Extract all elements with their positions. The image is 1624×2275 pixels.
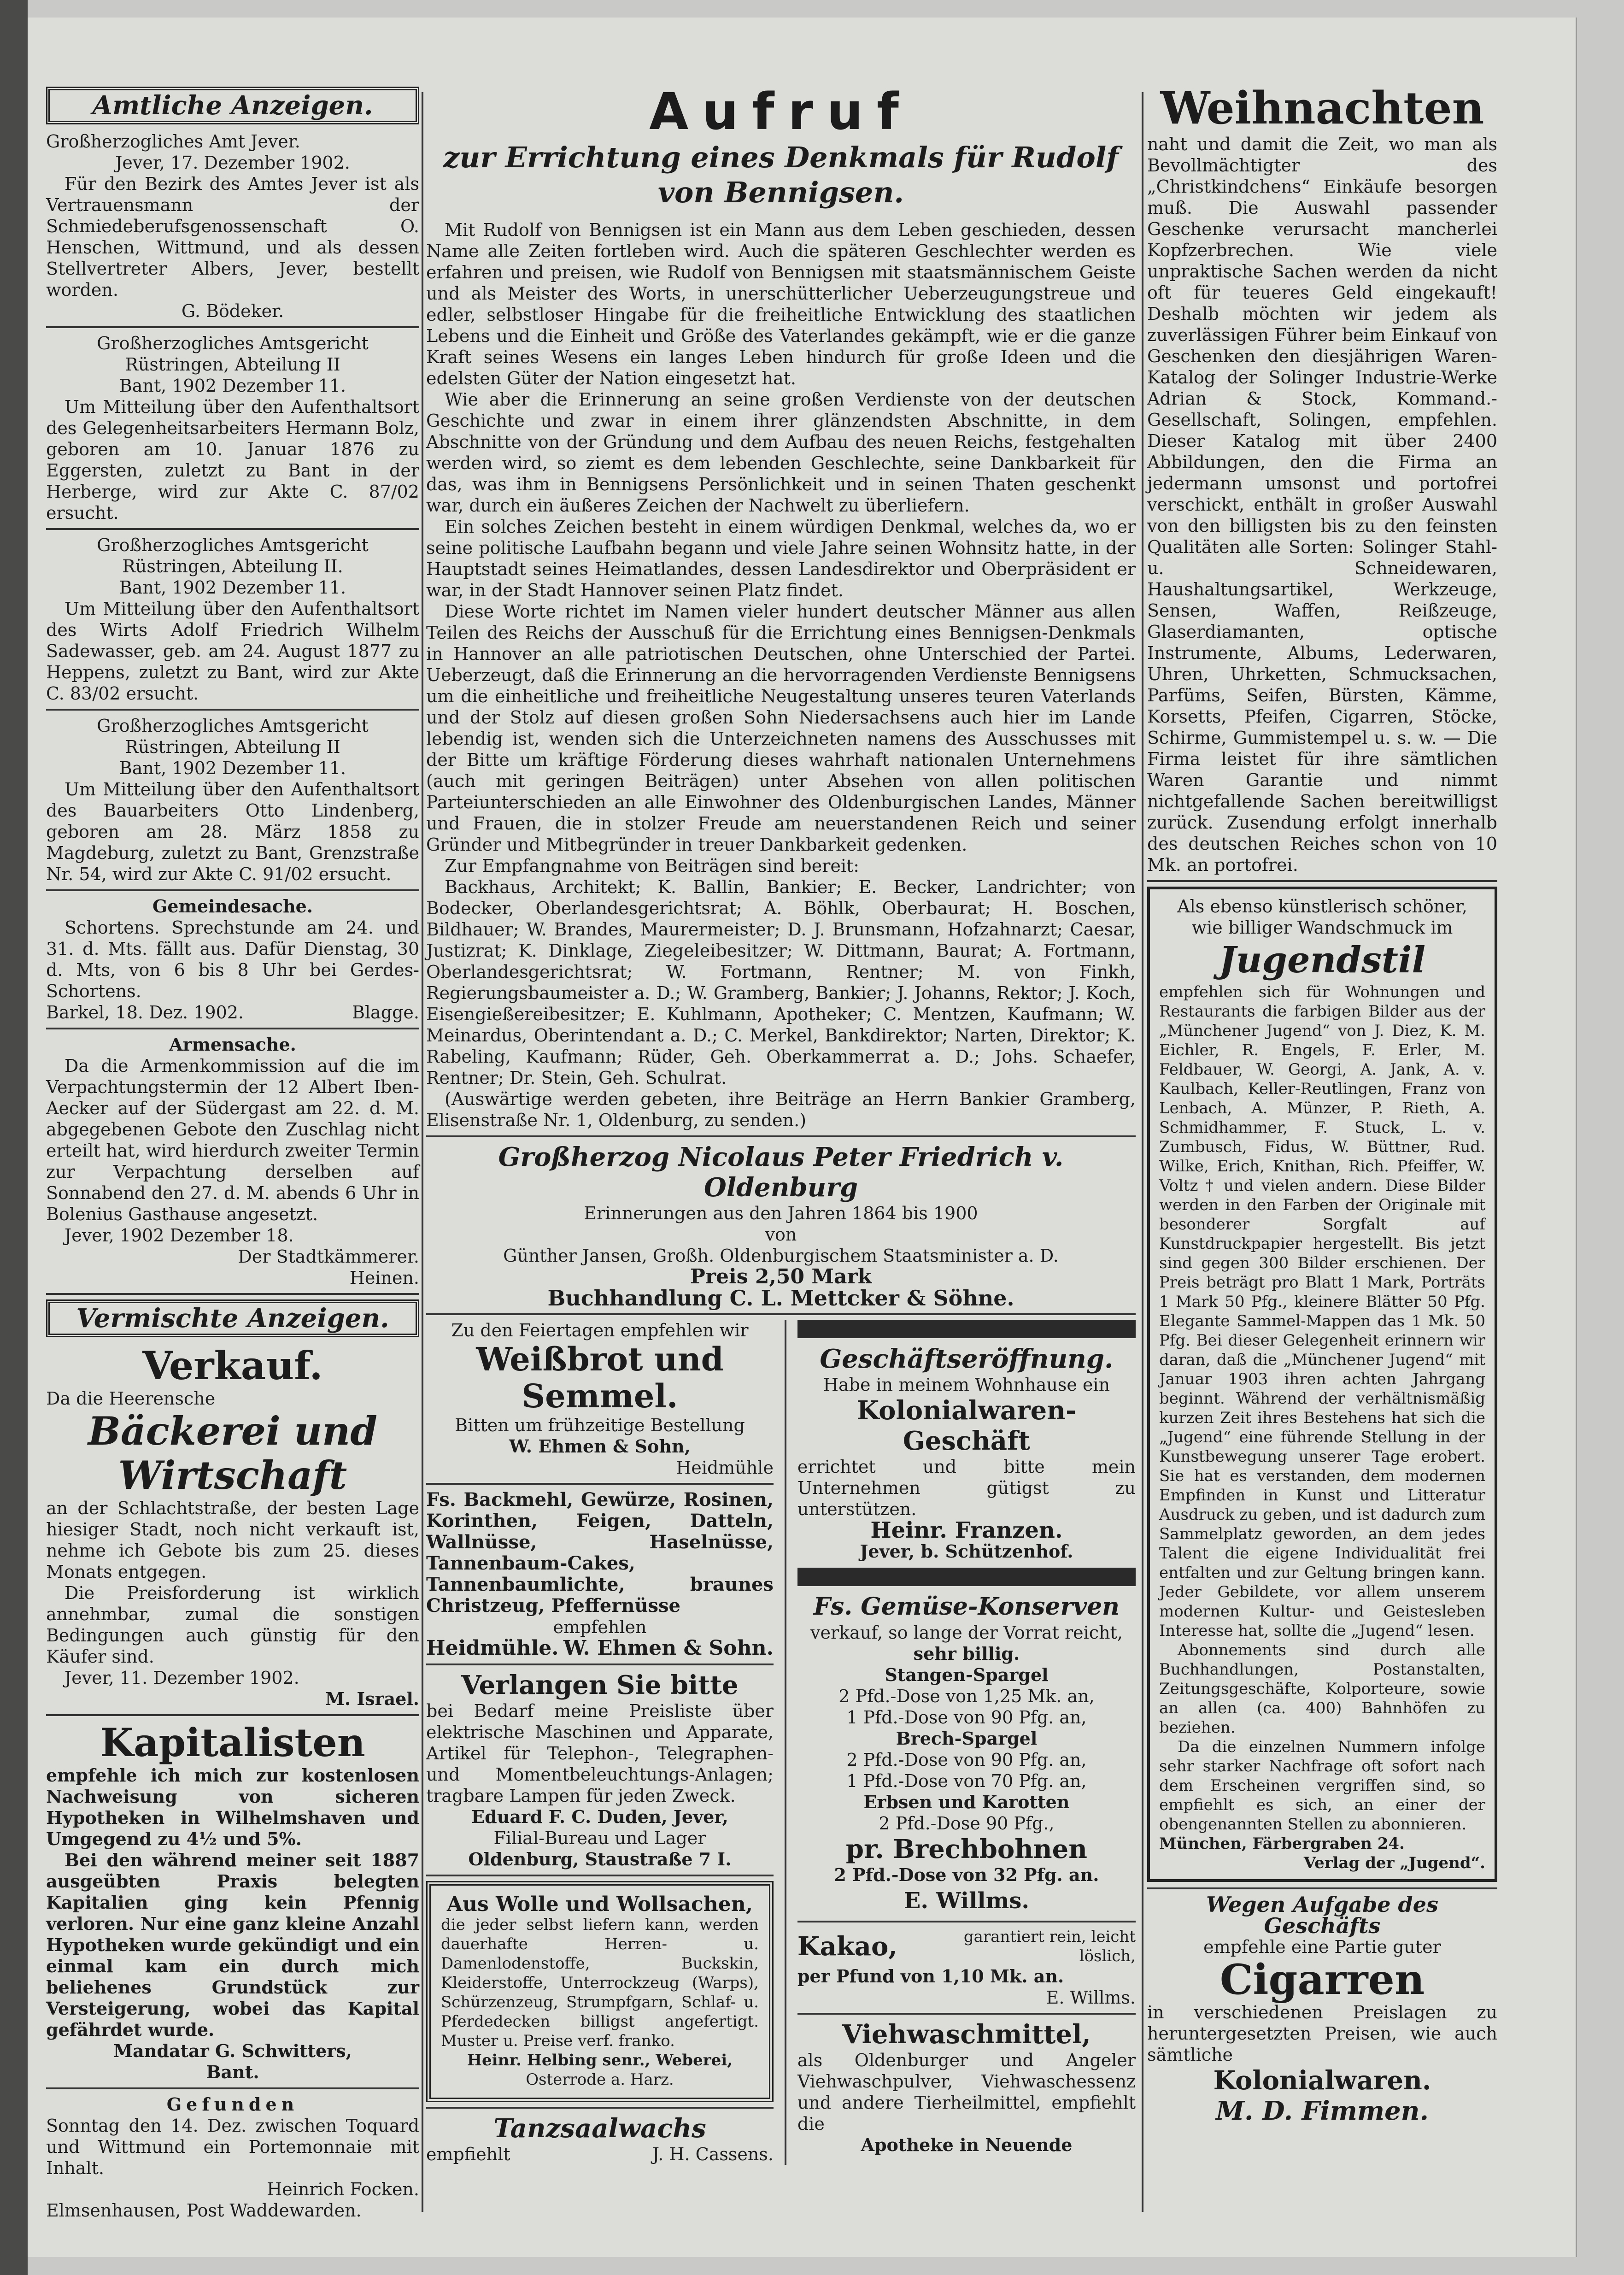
section-header-amtlich: Amtliche Anzeigen. bbox=[46, 87, 419, 124]
notice-amtsgericht-3: Großherzogliches Amtsgericht Rüstringen, Abteilung II Bant, 1902 Dezember 11. Um Mitteilung über den Aufenthaltsort des Bauarbeiters Otto Lindenberg, geboren am 28. März 1858 zu Magdeburg, zuletzt zu Bant, Grenzstraße Nr. 54, wird zur Akte C. 91/02 ersucht. bbox=[46, 716, 419, 884]
binding-edge bbox=[0, 0, 28, 2275]
weihnachten-title: Weihnachten bbox=[1160, 82, 1484, 134]
ad-backmehl: Fs. Backmehl, Gewürze, Rosinen, Korinthen, Feigen, Datteln, Wallnüsse, Haselnüsse, Tannenbaum-Cakes, Tannenbaumlichte, braunes Christzeug, Pfeffernüsse empfehlen Heidmühle. W. Ehmen & Sohn. bbox=[426, 1489, 774, 1660]
column-rule-left bbox=[422, 92, 423, 2212]
notice-amt-jever: Großherzogliches Amt Jever. Jever, 17. Dezember 1902. Für den Bezirk des Amtes Jever ist als Vertrauensmann der Schmiedeberufsgenossenschaft O. Henschen, Wittmund, und als dessen Stellvertreter Albers, Jever, bestellt worden. G. Bödeker. bbox=[46, 131, 419, 321]
ad-kakao: Kakao, garantiert rein, leicht löslich, per Pfund von 1,10 Mk. an. E. Willms. bbox=[797, 1928, 1136, 2008]
ad-wolle: Aus Wolle und Wollsachen, die jeder selbst liefern kann, werden dauerhafte Herren- u. Damenlodenstoffe, Buckskin, Kleiderstoffe, Unterrockzeug (Warps), Schürzenzeug, Strumpfgarn, Schlaf- u. Pferdedecken billigst angefertigt. Muster u. Preise verf. franko. Heinr. Helbing senr., Weberei, Osterrode a. Harz. bbox=[426, 1881, 774, 2102]
ad-verkauf: Verkauf. Da die Heerensche Bäckerei und Wirtschaft an der Schlachtstraße, der besten Lage hiesiger Stadt, noch nicht verkauft ist, nehme ich Gebote bis zum 25. dieses Monats entgegen. Die Preisforderung ist wirklich annehmbar, zumal die sonstigen Bedingungen auch günstig für den Käufer sind. Jever, 11. Dezember 1902. M. Israel. bbox=[46, 1343, 419, 1709]
notice-gemeindesache: Gemeindesache. Schortens. Sprechstunde am 24. und 31. d. Mts. fällt aus. Dafür Dienstag, 30 d. Mts, von 6 bis 8 Uhr bei Gerdes-Schortens. Barkel, 18. Dez. 1902. Blagge. bbox=[46, 896, 419, 1023]
ad-cigarren: Wegen Aufgabe des Geschäfts empfehle eine Partie guter Cigarren in verschiedenen Preislagen zu heruntergesetzten Preisen, wie auch sämtliche Kolonialwaren. M. D. Fimmen. bbox=[1147, 1892, 1497, 2126]
ad-gefunden: Gefunden Sonntag den 14. Dez. zwischen Toquard und Wittmund ein Portemonnaie mit Inhalt. Heinrich Focken. Elmsenhausen, Post Waddewarden. bbox=[46, 2094, 419, 2221]
black-rule bbox=[797, 1320, 1136, 1338]
ad-duden: Verlangen Sie bitte bei Bedarf meine Preisliste über elektrische Maschinen und Apparate, Artikel für Telephon-, Telegraphen- und Momentbeleuchtungs-Anlagen; tragbare Lampen für jeden Zweck. Eduard F. C. Duden, Jever, Filial-Bureau und Lager Oldenburg, Staustraße 7 I. bbox=[426, 1670, 774, 1869]
notice-armensache: Armensache. Da die Armenkommission auf die im Verpachtungstermin der 12 Albert Iben-Aecker auf der Südergast am 22. d. M. abgegebenen Gebote den Zuschlag nicht erteilt hat, wird hierdurch zweiter Termin zur Verpachtung derselben auf Sonnabend den 27. d. M. abends 6 Uhr in Bolenius Gasthause angesetzt. Jever, 1902 Dezember 18. Der Stadtkämmerer. Heinen. bbox=[46, 1034, 419, 1288]
aufruf-subtitle: zur Errichtung eines Denkmals für Rudolf von Bennigsen. bbox=[443, 141, 1119, 209]
weihnachten-text: naht und damit die Zeit, wo man als Bevollmächtigter des „Christkindchens“ Einkäufe besorgen muß. Die Auswahl passender Geschenke verursacht mancherlei Kopfzerbrechen. Wie viele unpraktische Sachen werden da nicht oft für teueres Geld eingekauft! Deshalb möchten wir jedem als zuverlässigen Führer beim Einkauf von Geschenken den diesjährigen Waren-Katalog der Solinger Industrie-Werke Adrian & Stock, Kommand.-Gesellschaft, Solingen, empfehlen. Dieser Katalog mit über 2400 Abbildungen, den die Firma an jedermann umsonst und portofrei verschickt, enthält in großer Auswahl von den billigsten bis zu den feinsten Qualitäten alle Sorten: Solinger Stahl- u. Schneidewaren, Haushaltungsartikel, Werkzeuge, Sensen, Waffen, Reißzeuge, Glaserdiamanten, optische Instrumente, Albums, Lederwaren, Uhren, Uhrketten, Schmucksachen, Parfüms, Seifen, Bürsten, Kämme, Korsetts, Pfeifen, Cigarren, Stöcke, Schirme, Gummistempel u. s. w. — Die Firma leistet für ihre sämtlichen Waren Garantie und nimmt nichtgefallende Sachen bereitwilligst zurück. Zusendung erfolgt innerhalb des deutschen Reiches schon von 10 Mk. an portofrei. bbox=[1147, 134, 1497, 875]
ad-viehwaschmittel: Viehwaschmittel, als Oldenburger und Angeler Viehwaschpulver, Viehwaschessenz und andere Tierheilmittel, empfiehlt die Apotheke in Neuende bbox=[797, 2019, 1136, 2155]
ad-weissbrot: Zu den Feiertagen empfehlen wir Weißbrot und Semmel. Bitten um frühzeitige Bestellung W. Ehmen & Sohn, Heidmühle bbox=[451, 1320, 774, 1478]
ad-book: Großherzog Nicolaus Peter Friedrich v. Oldenburg Erinnerungen aus den Jahren 1864 bis 1900 von Günther Jansen, Großh. Oldenburgischem Staatsminister a. D. Preis 2,50 Mark Buchhandlung C. L. Mettcker & Söhne. bbox=[498, 1142, 1064, 1311]
ad-jugendstil: Als ebenso künstlerisch schöner, wie billiger Wandschmuck im Jugendstil empfehlen sich für Wohnungen und Restaurants die farbigen Bilder aus der „Münchener Jugend“ von J. Diez, K. M. Eichler, R. Engels, F. Erler, M. Feldbauer, W. Georgi, A. Jank, A. v. Kaulbach, Keller-Reutlingen, Franz von Lenbach, A. Münzer, P. Rieth, A. Schmidhammer, F. Stuck, L. v. Zumbusch, Fidus, W. Büttner, Rud. Wilke, Erich, Knithan, Rich. Pfeiffer, W. Voltz † und vielen andern. Diese Bilder werden in den Farben der Originale mit besonderer Sorgfalt auf Kunstdruckpapier hergestellt. Bis jetzt sind gegen 300 Bilder erschienen. Der Preis beträgt pro Blatt 1 Mark, Porträts 1 Mark 50 Pfg., kleinere Blätter 50 Pfg. Elegante Sammel-Mappen das 1 Mk. 50 Pfg. Bei dieser Gelegenheit erinnern wir daran, daß die „Münchener Jugend“ mit Januar 1903 ihren achten Jahrgang beginnt. Während der verhältnismäßig kurzen Zeit ihres Bestehens hat sich die „Jugend“ eine führende Stellung in der Kunstbewegung unserer Tage erobert. Sie hat es verstanden, dem modernen Empfinden in Kunst und Litteratur Ausdruck zu geben, und ist dadurch zum Sammelplatz geworden, an dem jedes Talent die eigene Individualität frei entfalten und zur Geltung bringen kann. Jeder Gebildete, vor allem unserem modernen Kultur- und Geistesleben Interesse hat, sollte die „Jugend“ lesen. Abonnements sind durch alle Buchhandlungen, Postanstalten, Zeitungsgeschäfte, Kolporteure, sowie an allen (ca. 400) Bahnhöfen zu beziehen. Da die einzelnen Nummern infolge sehr starker Nachfrage oft sofort nach dem Erscheinen vergriffen sind, so empfiehlt es sich, an einer der obengenannten Stellen zu abonnieren. München, Färbergraben 24. Verlag der „Jugend“. bbox=[1147, 887, 1497, 1882]
column-rule-right bbox=[1142, 92, 1143, 2212]
notice-amtsgericht-2: Großherzogliches Amtsgericht Rüstringen, Abteilung II. Bant, 1902 Dezember 11. Um Mitteilung über den Aufenthaltsort des Wirts Adolf Friedrich Wilhelm Sadewasser, geb. am 24. August 1877 zu Heppens, zuletzt zu Bant, wird zur Akte C. 83/02 ersucht. bbox=[46, 535, 419, 704]
notice-amtsgericht-1: Großherzogliches Amtsgericht Rüstringen, Abteilung II Bant, 1902 Dezember 11. Um Mitteilung über den Aufenthaltsort des Gelegenheitsarbeiters Hermann Bolz, geboren am 10. Januar 1876 zu Eggersten, zuletzt zu Bant in der Herberge, wird zur Akte C. 87/02 ersucht. bbox=[46, 333, 419, 523]
ad-kapitalisten: Kapitalisten empfehle ich mich zur kostenlosen Nachweisung von sicheren Hypotheken in Wilhelmshaven und Umgegend zu 4½ und 5%. Bei den während meiner seit 1887 ausgeübten Praxis belegten Kapitalien ging kein Pfennig verloren. Nur eine ganz kleine Anzahl Hypotheken wurde gekündigt und ein einmal kam ein durch mich beliehenes Grundstück zur Versteigerung, wobei das Kapital gefährdet wurde. Mandatar G. Schwitters, Bant. bbox=[46, 1720, 419, 2082]
right-column bbox=[1147, 83, 1497, 2126]
ad-gemuese-konserven: Fs. Gemüse-Konserven verkauf, so lange der Vorrat reicht, sehr billig. Stangen-Spargel 2 Pfd.-Dose von 1,25 Mk. an, 1 Pfd.-Dose von 90 Pfg. an, Brech-Spargel 2 Pfd.-Dose von 90 Pfg. an, 1 Pfd.-Dose von 70 Pfg. an, Erbsen und Karotten 2 Pfd.-Dose 90 Pfg., pr. Brechbohnen 2 Pfd.-Dose von 32 Pfg. an. E. Willms. bbox=[810, 1593, 1123, 1914]
section-header-vermischt: Vermischte Anzeigen. bbox=[46, 1299, 419, 1337]
center-sub-left bbox=[426, 1320, 774, 2165]
ad-geschaeftseroeffnung: Geschäftseröffnung. Habe in meinem Wohnhause ein Kolonialwaren- Geschäft errichtet und bitte mein Unternehmen gütigst zu unterstützen. Heinr. Franzen. Jever, b. Schützenhof. bbox=[797, 1344, 1136, 1562]
ad-tanzsaalwachs: Tanzsaalwachs empfiehlt J. H. Cassens. bbox=[426, 2113, 774, 2164]
committee-names: Backhaus, Architekt; K. Ballin, Bankier; E. Becker, Landrichter; von Bodecker, Oberlandesgerichtsrat; A. Böhlk, Oberbaurat; H. Boschen, Bildhauer; W. Brandes, Maurermeister; D. J. Brunsmann, Hofzahnarzt; Caesar, Justizrat; K. Dinklage, Ziegeleibesitzer; W. Dittmann, Baurat; A. Fortmann, Oberlandesgerichtsrat; W. Fortmann, Rentner; M. von Finkh, Regierungsbaumeister a. D.; W. Gramberg, Bankier; J. Johanns, Rektor; J. Koch, Eisengießereibesitzer; E. Kuhlmann, Apotheker; C. Mentzen, Kaufmann; W. Meinardus, Oberintendant a. D.; C. Merkel, Bankdirektor; Narten, Direktor; K. Rabeling, Kaufmann; Rüder, Geh. Oberkammerrat a. D.; Johs. Schaefer, Rentner; Dr. Stein, Geh. Schulrat. bbox=[426, 877, 1136, 1088]
center-sub-right bbox=[797, 1320, 1136, 2165]
center-column: Aufruf zur Errichtung eines Denkmals für Rudolf von Bennigsen. Mit Rudolf von Bennigsen ist ein Mann aus dem Leben geschieden, dessen Name alle Zeiten fortleben wird. Auch die späteren Geschlechter werden es erfahren und preisen, wie Rudolf von Bennigsen mit staatsmännischem Geiste und als Meister des Worts, in unerschütterlicher Ueberzeugungstreue und edler, selbstloser Hingabe für die freiheitliche Entwicklung des staatlichen Lebens und die Einheit und Größe des Vaterlandes gekämpft, wie er die ganze Kraft seines Wesens ein langes Leben hindurch für große Ideen und die edelsten Güter der Nation eingesetzt hat. Wie aber die Erinnerung an seine großen Verdienste von der deutschen Geschichte und zwar in einem ihrer glänzendsten Abschnitte, in dem Abschnitte von der Gründung und dem Aufbau des neuen Reichs, festgehalten werden wird, so ziemt es dem lebenden Geschlechte, seine Dankbarkeit für das, was ihm in Bennigsens Persönlichkeit und in seinen Thaten geschenkt war, durch ein äußeres Zeichen der Nachwelt zu überliefern. Ein solches Zeichen besteht in einem würdigen Denkmal, welches da, wo er seine politische Laufbahn begann und viele Jahre seinen Wohnsitz hatte, in der Hauptstadt seines Heimatlandes, dessen Landesdirektor und Oberpräsident er war, in der Stadt Hannover seinen Platz findet. Diese Worte richtet im Namen vieler hundert deutscher Männer aus allen Teilen des Reichs der Ausschuß für die Errichtung eines Bennigsen-Denkmals in Hannover an alle patriotischen Deutschen, ohne Unterschied der Partei. Ueberzeugt, daß die Erinnerung an die hervorragenden Verdienste Bennigsens um die einheitliche und freiheitliche Neugestaltung unseres teuren Vaterlands und der Stolz auf diesen großen Sohn Niedersachsens auch hier im Lande lebendig ist, wenden sich die Unterzeichneten namens des Ausschusses mit der Bitte um kräftige Förderung dieses wahrhaft nationalen Unternehmens (auch mit geringen Beiträgen) unter Absehen von allen politischen Parteiunterschieden an alle Einwohner des Oldenburgischen Landes, Männer und Frauen, die in stolzer Freude am neuerstandenen Reich und seiner Gründer und Mitbegründer in treuer Dankbarkeit gedenken. Zur Empfangnahme von Beiträgen sind bereit: Backhaus, Architekt; K. Ballin, Bankier; E. Becker, Landrichter; von Bodecker, Oberlandesgerichtsrat; A. Böhlk, Oberbaurat; H. Boschen, Bildhauer; W. Brandes, Maurermeister; D. J. Brunsmann, Hofzahnarzt; Caesar, Justizrat; K. Dinklage, Ziegeleibesitzer; W. Dittmann, Baurat; A. Fortmann, Oberlandesgerichtsrat; W. Fortmann, Rentner; M. von Finkh, Regierungsbaumeister a. D.; W. Gramberg, Bankier; J. Johanns, Rektor; J. Koch, Eisengießereibesitzer; E. Kuhlmann, Apotheker; C. Mentzen, Kaufmann; W. Meinardus, Oberintendant a. D.; C. Merkel, Bankdirektor; Narten, Direktor; K. Rabeling, Kaufmann; Rüder, Geh. Oberkammerrat a. D.; Johs. Schaefer, Rentner; Dr. Stein, Geh. Schulrat. (Auswärtige werden gebeten, ihre Beiträge an Herrn Bankier Gramberg, Elisenstraße Nr. 1, Oldenburg, zu senden.) Großherzog Nicolaus Peter Friedrich v. Oldenburg Erinnerungen aus den Jahren 1864 bis 1900 von Günther Jansen, Großh. Oldenburgischem Staatsminister a. D. Preis 2,50 Mark Buchhandlung C. L. Mettcker & Söhne. Zu den Feiertagen empfehlen wir Weißbrot und Semmel. Bitten um frühzeitige Bestellung W. Ehmen & Sohn, Heidmühle Fs. Backmehl, Gewürze, Rosinen, Korinthen, Feigen, Datteln, Wallnüsse, Haselnüsse, Tannenbaum-Cakes, Tannenbaumlichte, braunes Christzeug, Pfeffernüsse empfehlen Heidmühle. W. Ehmen & Sohn. Verlangen Sie bitte bei Bedarf meine Preisliste über elektrische Maschinen und Apparate, Artikel für Telephon-, Telegraphen- und Momentbeleuchtungs-Anlagen; tragbare Lampen für jeden Zweck. Eduard F. C. Duden, Jever, Filial-Bureau und Lager Oldenburg, Staustraße 7 I. Aus Wolle und Wollsachen, die jeder selbst liefern kann, werden dauerhafte Herren- u. Damenlodenstoffe, Buckskin, Kleiderstoffe, Unterrockzeug (Warps), Schürzenzeug, Strumpfgarn, Schlaf- u. Pferdedecken billigst angefertigt. Muster u. Preise verf. franko. Heinr. Helbing senr., Weberei, Osterrode a. Harz. Tanzsaalwachs empfiehlt J. H. Cassens. Geschäftseröffnung. Habe in meinem Wohnhause ein Kolonialwaren- Geschäft errichtet und bitte mein Unternehmen gütigst zu unterstützen. Heinr. Franzen. Jever, b. Schützenhof. Fs. Gemüse-Konserven verkauf, so lange der Vorrat reicht, sehr billig. Stangen-Spargel 2 Pfd.-Dose von 1,25 Mk. an, 1 Pfd.-Dose von 90 Pfg. an, Brech-Spargel 2 Pfd.-Dose von 90 Pfg. an, 1 Pfd.-Dose von 70 Pfg. an, Erbsen und Karotten 2 Pfd.-Dose 90 Pfg., pr. Brechbohnen 2 Pfd.-Dose von 32 Pfg. an. E. Willms. Kakao, garantiert rein, leicht löslich, per Pfund von 1,10 Mk. an. E. Willms. Viehwaschmittel, als Oldenburger und Angeler Viehwaschpulver, Viehwaschessenz und andere Tierheilmittel, empfiehlt die Apotheke in Neuende bbox=[426, 82, 1136, 2164]
left-column bbox=[46, 83, 419, 2221]
black-rule bbox=[797, 1568, 1136, 1586]
aufruf-title: Aufruf bbox=[649, 82, 913, 141]
